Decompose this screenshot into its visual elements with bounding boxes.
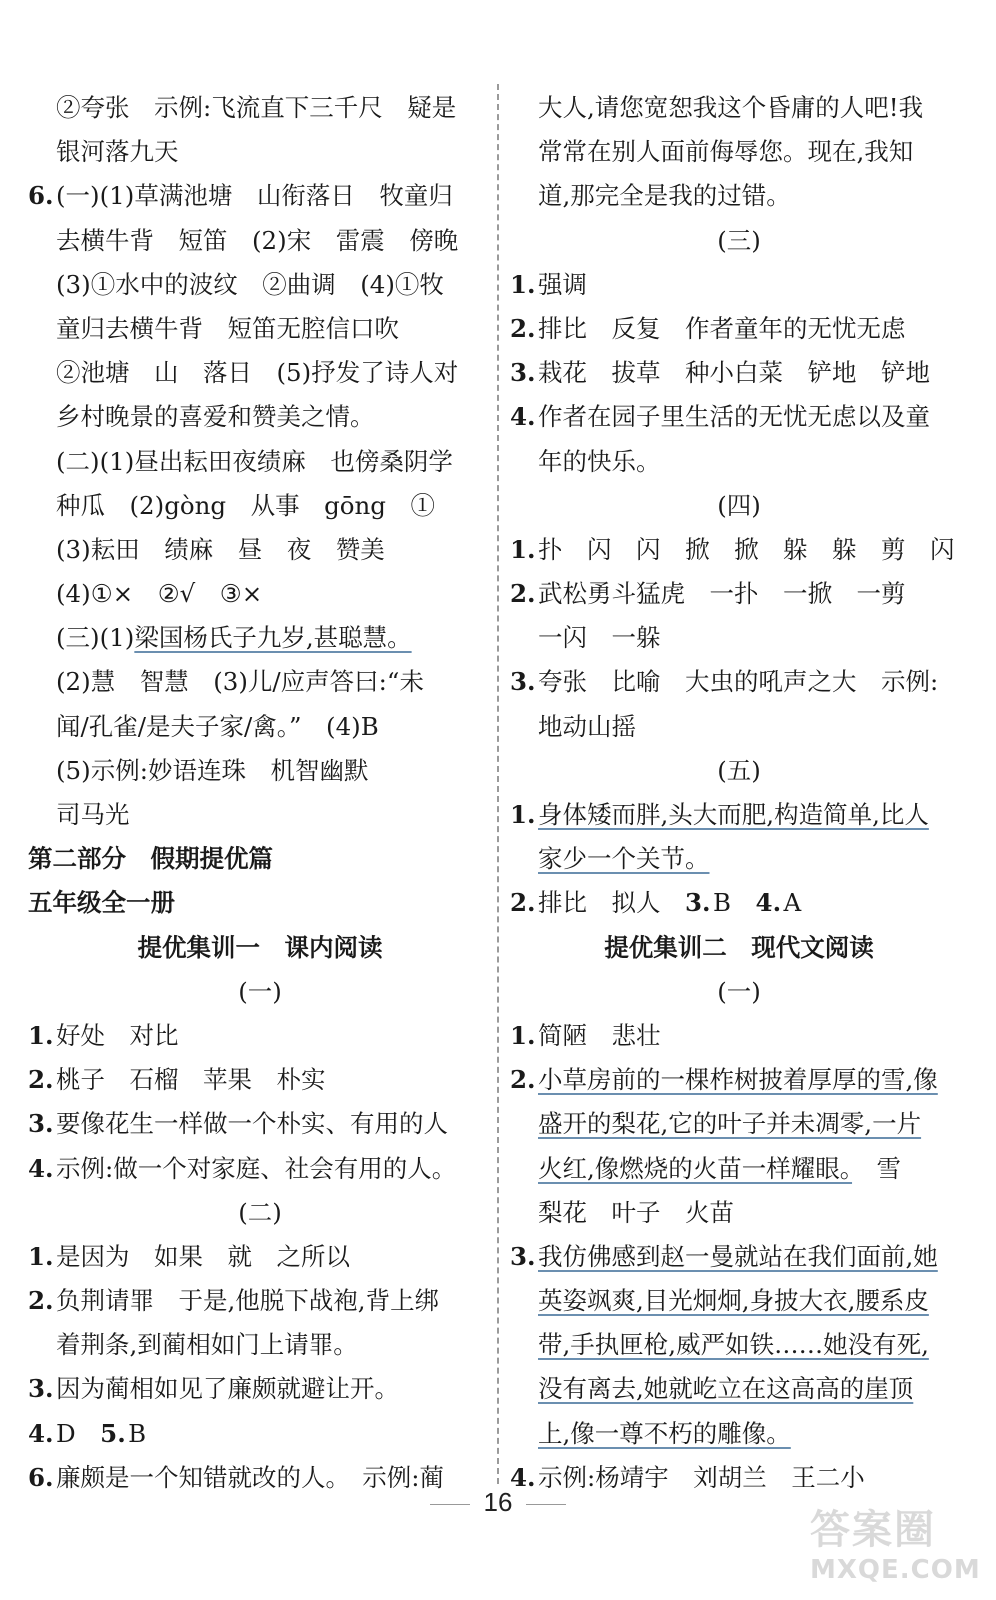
answer-line	[510, 1279, 968, 1323]
underlined-answer: 上,像一尊不朽的雕像。	[538, 1418, 791, 1448]
answer-line	[28, 1367, 492, 1411]
answer-text: 雪	[852, 1153, 902, 1183]
answer-text: (二)	[238, 1197, 282, 1227]
answer-line	[510, 1191, 968, 1235]
answer-text: 要像花生一样做一个朴实、有用的人	[56, 1109, 448, 1139]
question-number: 2.	[510, 888, 536, 918]
answer-line	[510, 1058, 968, 1102]
answer-line	[510, 926, 968, 970]
answer-text: 负荆请罪 于是,他脱下战袍,背上绑	[56, 1286, 440, 1316]
underlined-answer: 盛开的梨花,它的叶子并未凋零,一片	[538, 1109, 922, 1139]
answer-line	[28, 351, 492, 395]
answer-text: (3)①水中的波纹 ②曲调 (4)①牧	[56, 269, 444, 299]
question-number: 3.	[685, 888, 711, 918]
underlined-answer: 英姿飒爽,目光炯炯,身披大衣,腰系皮	[538, 1286, 929, 1316]
answer-line	[510, 440, 968, 484]
answer-text: 种瓜 (2)gòng 从事 gōng ①	[56, 490, 435, 520]
watermark-bottom: MXQE.COM	[810, 1555, 981, 1585]
answer-text: 简陋 悲壮	[538, 1020, 661, 1050]
answer-text: A	[783, 888, 802, 918]
answer-line	[28, 926, 492, 970]
answer-text: 扑 闪 闪 掀 掀 躲 躲 剪 闪	[538, 534, 955, 564]
underlined-answer: 带,手执匣枪,威严如铁……她没有死,	[538, 1330, 929, 1360]
question-number: 2.	[510, 579, 536, 609]
answer-text: B	[713, 888, 756, 918]
answer-line	[510, 793, 968, 837]
answer-text: 排比 反复 作者童年的无忧无虑	[538, 313, 906, 343]
question-number: 6.	[28, 181, 54, 211]
answer-line	[510, 1235, 968, 1279]
right-column	[510, 86, 968, 1500]
answer-line	[510, 528, 968, 572]
question-number: 1.	[510, 1020, 536, 1050]
answer-text: 地动山摇	[538, 711, 636, 741]
underlined-answer: 家少一个关节。	[538, 844, 710, 874]
question-number: 2.	[510, 1065, 536, 1095]
answer-line	[28, 572, 492, 616]
answer-text: (一)	[238, 976, 282, 1006]
answer-text: (三)	[717, 225, 761, 255]
answer-text: 是因为 如果 就 之所以	[56, 1241, 350, 1271]
answer-text: 强调	[538, 269, 587, 299]
underlined-answer: 火红,像燃烧的火苗一样耀眼。	[538, 1153, 853, 1183]
underlined-answer: 梁国杨氏子九岁,甚聪慧。	[134, 623, 412, 653]
question-number: 4.	[510, 1462, 536, 1492]
answer-text: 童归去横牛背 短笛无腔信口吹	[56, 313, 399, 343]
question-number: 4.	[755, 888, 782, 918]
question-number: 5.	[100, 1418, 126, 1448]
underlined-answer: 小草房前的一棵柞树披着厚厚的雪,像	[538, 1065, 938, 1095]
answer-line	[28, 174, 492, 218]
answer-text: (一)	[717, 976, 761, 1006]
answer-text: (二)(1)昼出耘田夜绩麻 也傍桑阴学	[56, 446, 453, 476]
answer-line	[28, 881, 492, 925]
answer-text: 武松勇斗猛虎 一扑 一掀 一剪	[538, 579, 906, 609]
answer-text: (四)	[717, 490, 761, 520]
answer-line	[28, 86, 492, 130]
answer-text: B	[128, 1418, 147, 1448]
answer-line	[510, 660, 968, 704]
answer-line	[28, 1147, 492, 1191]
underlined-answer: 身体矮而胖,头大而肥,构造简单,比人	[538, 800, 929, 829]
answer-text: 司马光	[56, 800, 130, 829]
answer-line	[28, 1323, 492, 1367]
answer-line	[510, 616, 968, 660]
answer-text: (3)耘田 绩麻 昼 夜 赞美	[56, 534, 385, 564]
page-number: 16	[483, 1487, 513, 1517]
answer-text: 去横牛背 短笛 (2)宋 雷震 傍晚	[56, 225, 459, 255]
answer-text: (三)(1)	[56, 623, 135, 653]
question-number: 3.	[510, 1241, 536, 1271]
footer-dash-right	[526, 1504, 566, 1505]
answer-text: (4)①× ②√ ③×	[56, 579, 263, 609]
answer-text: 作者在园子里生活的无忧无虑以及童	[538, 402, 930, 432]
answer-text: 常常在别人面前侮辱您。现在,我知	[538, 137, 914, 167]
question-number: 2.	[510, 313, 536, 343]
answer-line	[28, 837, 492, 881]
answer-text: 排比 拟人	[538, 888, 685, 918]
watermark-logo	[810, 1498, 980, 1586]
answer-line	[510, 1102, 968, 1146]
answer-line	[510, 263, 968, 307]
answer-line	[510, 1412, 968, 1456]
answer-line	[28, 130, 492, 174]
answer-text: 闻/孔雀/是夫子家/禽。” (4)B	[56, 711, 379, 741]
question-number: 1.	[510, 800, 536, 829]
answer-line	[510, 351, 968, 395]
answer-line	[28, 970, 492, 1014]
answer-text: (一)(1)草满池塘 山衔落日 牧童归	[56, 181, 453, 211]
answer-line	[510, 1323, 968, 1367]
answer-line	[28, 1058, 492, 1102]
question-number: 3.	[28, 1374, 54, 1404]
answer-text: 示例:做一个对家庭、社会有用的人。	[56, 1153, 457, 1183]
question-number: 1.	[28, 1020, 54, 1050]
underlined-answer: 我仿佛感到赵一曼就站在我们面前,她	[538, 1241, 938, 1271]
answer-line	[510, 1147, 968, 1191]
question-number: 4.	[28, 1418, 54, 1448]
answer-text: 道,那完全是我的过错。	[538, 181, 791, 211]
answer-line	[510, 130, 968, 174]
answer-line	[28, 705, 492, 749]
question-number: 4.	[510, 402, 536, 432]
answer-line	[510, 395, 968, 439]
answer-line	[510, 1014, 968, 1058]
answer-text: 梨花 叶子 火苗	[538, 1197, 734, 1227]
answer-text: 五年级全一册	[28, 888, 175, 918]
answer-text: 好处 对比	[56, 1020, 179, 1050]
answer-line	[28, 1014, 492, 1058]
answer-text: 第二部分 假期提优篇	[28, 844, 273, 874]
answer-line	[28, 660, 492, 704]
answer-line	[510, 881, 968, 925]
answer-text: (2)慧 智慧 (3)儿/应声答曰:“未	[56, 667, 424, 697]
answer-line	[28, 307, 492, 351]
question-number: 4.	[28, 1153, 54, 1183]
answer-text: 乡村晚景的喜爱和赞美之情。	[56, 402, 375, 432]
answer-line	[28, 219, 492, 263]
watermark-top: 答案圈	[810, 1507, 936, 1553]
question-number: 1.	[510, 534, 536, 564]
answer-line	[28, 793, 492, 837]
answer-line	[28, 749, 492, 793]
question-number: 1.	[510, 269, 536, 299]
question-number: 2.	[28, 1065, 54, 1095]
answer-text: 廉颇是一个知错就改的人。 示例:蔺	[56, 1462, 445, 1492]
answer-line	[510, 572, 968, 616]
answer-line	[510, 307, 968, 351]
answer-line	[28, 395, 492, 439]
answer-line	[510, 1367, 968, 1411]
answer-text: D	[56, 1418, 101, 1448]
question-number: 1.	[28, 1241, 54, 1271]
answer-text: 着荆条,到蔺相如门上请罪。	[56, 1330, 358, 1360]
answer-line	[510, 749, 968, 793]
answer-line	[510, 174, 968, 218]
answer-line	[28, 528, 492, 572]
column-divider	[497, 84, 499, 1484]
answer-line	[510, 484, 968, 528]
question-number: 3.	[510, 358, 536, 388]
question-number: 3.	[28, 1109, 54, 1139]
underlined-answer: 没有离去,她就屹立在这高高的崖顶	[538, 1374, 914, 1404]
answer-line	[510, 86, 968, 130]
answer-text: ②夸张 示例:飞流直下三千尺 疑是	[56, 93, 457, 122]
answer-text: 年的快乐。	[538, 446, 661, 476]
answer-line	[28, 1235, 492, 1279]
answer-line	[28, 263, 492, 307]
answer-text: 大人,请您宽恕我这个昏庸的人吧!我	[538, 93, 924, 122]
answer-text: 提优集训二 现代文阅读	[604, 932, 874, 962]
question-number: 3.	[510, 667, 536, 697]
answer-line	[510, 837, 968, 881]
answer-text: (五)	[717, 755, 761, 785]
answer-line	[510, 970, 968, 1014]
answer-line	[510, 219, 968, 263]
answer-line	[28, 1191, 492, 1235]
answer-text: 因为蔺相如见了廉颇就避让开。	[56, 1374, 399, 1404]
left-column	[28, 86, 492, 1500]
answer-text: 桃子 石榴 苹果 朴实	[56, 1065, 326, 1095]
question-number: 6.	[28, 1462, 54, 1492]
question-number: 2.	[28, 1286, 54, 1316]
answer-text: 夸张 比喻 大虫的吼声之大 示例:	[538, 667, 939, 697]
answer-text: 一闪 一躲	[538, 623, 661, 653]
answer-text: 栽花 拔草 种小白菜 铲地 铲地	[538, 358, 930, 388]
answer-line	[28, 616, 492, 660]
answer-line	[28, 484, 492, 528]
answer-line	[510, 705, 968, 749]
answer-text: 示例:杨靖宇 刘胡兰 王二小	[538, 1462, 865, 1492]
answer-line	[28, 1102, 492, 1146]
answer-line	[28, 1412, 492, 1456]
answer-line	[28, 440, 492, 484]
answer-line	[28, 1279, 492, 1323]
answer-text: 银河落九天	[56, 137, 179, 167]
answer-text: ②池塘 山 落日 (5)抒发了诗人对	[56, 358, 459, 388]
answer-text: (5)示例:妙语连珠 机智幽默	[56, 755, 369, 785]
answer-text: 提优集训一 课内阅读	[137, 932, 383, 962]
footer-dash-left	[430, 1504, 470, 1505]
